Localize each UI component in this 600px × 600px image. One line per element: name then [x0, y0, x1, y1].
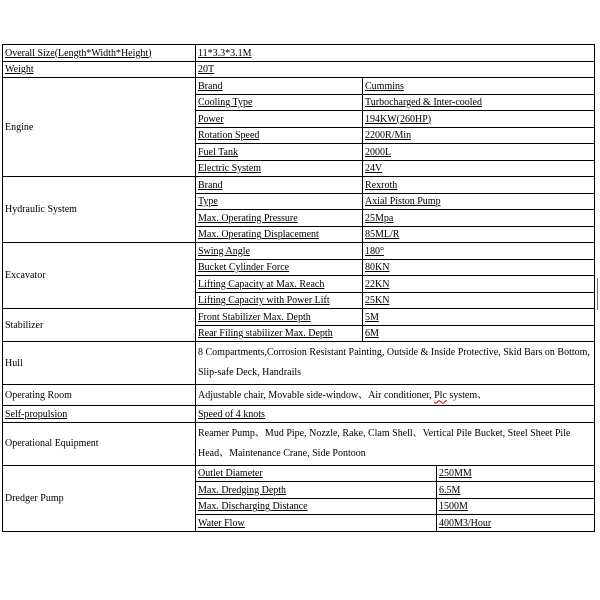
dredger-key: Water Flow: [196, 515, 437, 532]
excavator-key: Lifting Capacity at Max. Reach: [196, 276, 363, 293]
hydraulic-key: Max. Operating Displacement: [196, 226, 363, 243]
dredger-value: 400M3/Hour: [437, 515, 595, 532]
hydraulic-value: 25Mpa: [363, 210, 595, 227]
engine-value: 194KW(260HP): [363, 111, 595, 128]
category-dredger-pump: Dredger Pump: [3, 465, 196, 531]
excavator-key: Swing Angle: [196, 243, 363, 260]
value-weight: 20T: [196, 61, 595, 78]
stabilizer-key: Rear Filing stabilizer Max. Depth: [196, 325, 363, 342]
dredger-key: Outlet Diameter: [196, 465, 437, 482]
excavator-key: Lifting Capacity with Power Lift: [196, 292, 363, 309]
label-self-propulsion: Self-propulsion: [3, 406, 196, 423]
table-row: [3, 243, 595, 260]
engine-key: Cooling Type: [196, 94, 363, 111]
hydraulic-key: Brand: [196, 177, 363, 194]
dredger-key: Max. Discharging Distance: [196, 498, 437, 515]
excavator-key: Bucket Cylinder Force: [196, 259, 363, 276]
engine-value: 2200R/Min: [363, 127, 595, 144]
table-row: [3, 406, 595, 423]
engine-key: Electric System: [196, 160, 363, 177]
spec-table-container: [2, 44, 594, 532]
excavator-value: 80KN: [363, 259, 595, 276]
engine-key: Power: [196, 111, 363, 128]
value-overall-size: 11*3.3*3.1M: [196, 45, 595, 62]
stabilizer-key: Front Stabilizer Max. Depth: [196, 309, 363, 326]
engine-key: Rotation Speed: [196, 127, 363, 144]
label-overall-size: Overall Size(Length*Width*Height): [3, 45, 196, 62]
engine-value: Turbocharged & Inter-cooled: [363, 94, 595, 111]
dredger-value: 1500M: [437, 498, 595, 515]
page-margin-mark: [597, 278, 598, 310]
engine-key: Brand: [196, 78, 363, 95]
engine-key: Fuel Tank: [196, 144, 363, 161]
spec-table: [2, 44, 595, 532]
table-row: [3, 465, 595, 482]
hydraulic-key: Max. Operating Pressure: [196, 210, 363, 227]
table-row: [3, 177, 595, 194]
label-weight: Weight: [3, 61, 196, 78]
table-row: [3, 422, 595, 465]
hydraulic-value: Axial Piston Pump: [363, 193, 595, 210]
category-hydraulic-system: Hydraulic System: [3, 177, 196, 243]
dredger-key: Max. Dredging Depth: [196, 482, 437, 499]
value-self-propulsion: Speed of 4 knots: [196, 406, 595, 423]
spellcheck-word: Plc: [434, 389, 447, 401]
category-stabilizer: Stabilizer: [3, 309, 196, 342]
value-hull: 8 Compartments,Corrosion Resistant Painting, Outside & Inside Protective, Skid Bars on Bottom, Slip-safe Deck, Handrails: [196, 342, 595, 385]
excavator-value: 22KN: [363, 276, 595, 293]
category-operational-equipment: Operational Equipment: [3, 422, 196, 465]
dredger-value: 6.5M: [437, 482, 595, 499]
value-operational-equipment: Reamer Pump、Mud Pipe, Nozzle, Rake, Clam Shell、Vertical Pile Bucket, Steel Sheet Pile Head、Maintenance Crane, Side Pontoon: [196, 422, 595, 465]
stabilizer-value: 5M: [363, 309, 595, 326]
table-row: [3, 309, 595, 326]
table-row: [3, 385, 595, 406]
excavator-value: 25KN: [363, 292, 595, 309]
engine-value: Cummins: [363, 78, 595, 95]
hydraulic-value: Rexroth: [363, 177, 595, 194]
table-row: [3, 61, 595, 78]
table-row: [3, 45, 595, 62]
engine-value: 24V: [363, 160, 595, 177]
table-row: [3, 342, 595, 385]
engine-value: 2000L: [363, 144, 595, 161]
excavator-value: 180°: [363, 243, 595, 260]
category-operating-room: Operating Room: [3, 385, 196, 406]
category-excavator: Excavator: [3, 243, 196, 309]
dredger-value: 250MM: [437, 465, 595, 482]
table-row: [3, 78, 595, 95]
category-hull: Hull: [3, 342, 196, 385]
hydraulic-key: Type: [196, 193, 363, 210]
value-operating-room: Adjustable chair, Movable side-window、Air conditioner, Plc system、: [196, 385, 595, 406]
stabilizer-value: 6M: [363, 325, 595, 342]
hydraulic-value: 85ML/R: [363, 226, 595, 243]
category-engine: Engine: [3, 78, 196, 177]
